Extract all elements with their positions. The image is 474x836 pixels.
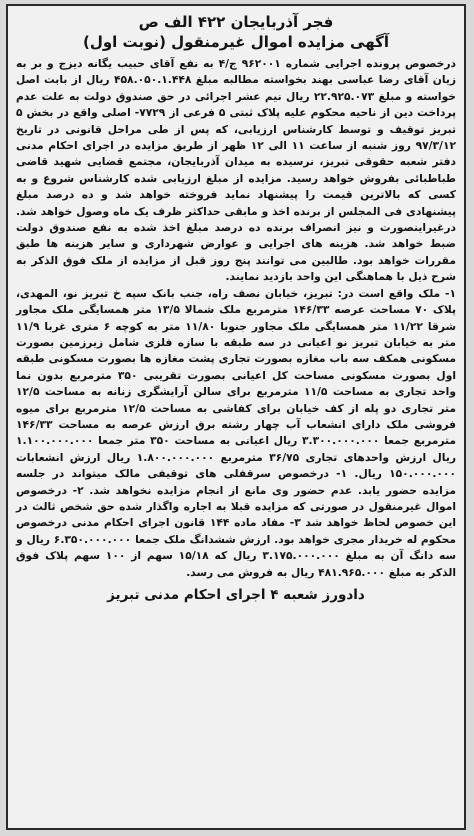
auction-notice — [6, 4, 466, 830]
notice-title: آگهی مزایده اموال غیرمنقول (نوبت اول) — [82, 33, 390, 51]
newspaper-line: فجر آذربایجان ۴۲۲ الف ص — [138, 13, 334, 31]
notice-body — [16, 56, 456, 581]
notice-paragraph-1: درخصوص پرونده اجرایی شماره ۹۶۲۰۰۱ ج/۴ به نفع آقای حبیب یگانه دیزج و بر به زیان آقای رضا عباسی بهند بخواسته مطالبه مبلغ ۴۵۸.۰۵۰.۱.۴۴۸ ریال از بابت اصل خواسته و مبلغ ۲۲.۹۲۵.۰۷۳ ریال نیم عشر اجرائی در حق صندوق دولت به علت عدم پرداخت دین از ناحیه محکوم علیه پلاک ثبتی ۵ فرعی از ۷۷۲۹- اصلی واقع در بخش ۵ تبریز توقیف و توسط کارشناس ارزیابی، که پس از طی مراحل قانونی در تاریخ ۹۷/۳/۱۲ روز شنبه از ساعت ۱۱ الی ۱۲ ظهر از طریق مزایده در اجرای احکام مدنی دفتر شعبه حقوقی تبریز، نرسیده به میدان آذربایجان، مجتمع قضایی شهید قاضی طباطبائی بفروش خواهد رسید. مزایده از مبلغ ارزیابی شده کارشناس شروع و به کسی که بالاترین قیمت را پیشنهاد نماید فروخته خواهد شد و ده درصد مبلغ پیشنهادی فی المجلس از برنده اخذ و مابقی حداکثر ظرف یک ماه وصول خواهد شد. درغیراینصورت و نیز انصراف برنده ده درصد مبلغ اخذ شده به نفع صندوق دولت ضبط خواهد شد. هزینه های اجرایی و عوارض شهرداری و سایر هزینه ها طبق مقررات خواهد بود. طالبین می توانند پنج روز قبل از مزایده از ملک فوق الذکر به شرح ذیل با هماهنگی این واحد بازدید نمایند. — [16, 57, 457, 284]
signature-line: دادورز شعبه ۴ اجرای احکام مدنی تبریز — [107, 587, 365, 603]
notice-paragraph-2: ۱- ملک واقع است در: تبریز، خیابان نصف راه، جنب بانک سپه خ تبریز نو، المهدی، پلاک ۷۰ مساحت عرصه ۱۴۶/۳۳ مترمربع ملک شمالا ۱۳/۵ متر همسایگی ملک مجاور شرقا ۱۱/۲۲ متر همسایگی ملک مجاور جنوبا ۱۱/۸۰ متر به کوچه ۶ متری غربا ۱۱/۹ متر به خیابان تبریز نو اعیانی در سه طبقه با سازه فلزی شامل زیرزمین بصورت مسکونی همکف سه باب مغازه بصورت تجاری پشت مغازه ها بصورت مسکونی طبقه اول بصورت مسکونی مساحت کل اعیانی بصورت تقریبی ۳۵۰ مترمربع بدون نما واحد تجاری به مساحت ۱۱/۵ مترمربع برای سالن آرایشگری زنانه به مساحت ۱۲/۵ متر تجاری دو پله از کف خیابان برای کفاشی به مساحت ۱۲/۵ مترمربع برای میوه فروشی ملک دارای انشعاب آب چهار رشته برق ارزش عرصه به مساحت ۱۴۶/۳۳ مترمربع جمعا ۳.۳۰۰.۰۰۰.۰۰۰ ریال اعیانی به مساحت ۳۵۰ متر جمعا ۱.۱۰۰.۰۰۰.۰۰۰ ریال ارزش واحدهای تجاری ۳۶/۷۵ مترمربع ۱.۸۰۰.۰۰۰.۰۰۰ ریال ارزش انشعابات ۱۵۰.۰۰۰.۰۰۰ ریال. ۱- درخصوص سرقفلی های توقیفی مالک میتواند در جلسه مزایده حضور یابد. عدم حضور وی مانع از انجام مزایده نخواهد شد. ۲- درخصوص اموال غیرمنقول در صورتی که مزایده قبلا به اجاره واگذار شده حق شخص ثالث در این خصوص لحاظ خواهد شد ۳- مفاد ماده ۱۴۴ قانون اجرای احکام مدنی درخصوص محکوم له خریدار مجری خواهد بود. ارزش ششدانگ ملک جمعا ۶.۳۵۰.۰۰۰.۰۰۰ ریال و سه دانگ آن به مبلغ ۳.۱۷۵.۰۰۰.۰۰۰ ریال که ۱۵/۱۸ سهم از ۱۰۰ سهم پلاک فوق الذکر به مبلغ ۴۸۱.۹۶۵.۰۰۰ ریال به فروش می رسد. — [16, 286, 457, 579]
